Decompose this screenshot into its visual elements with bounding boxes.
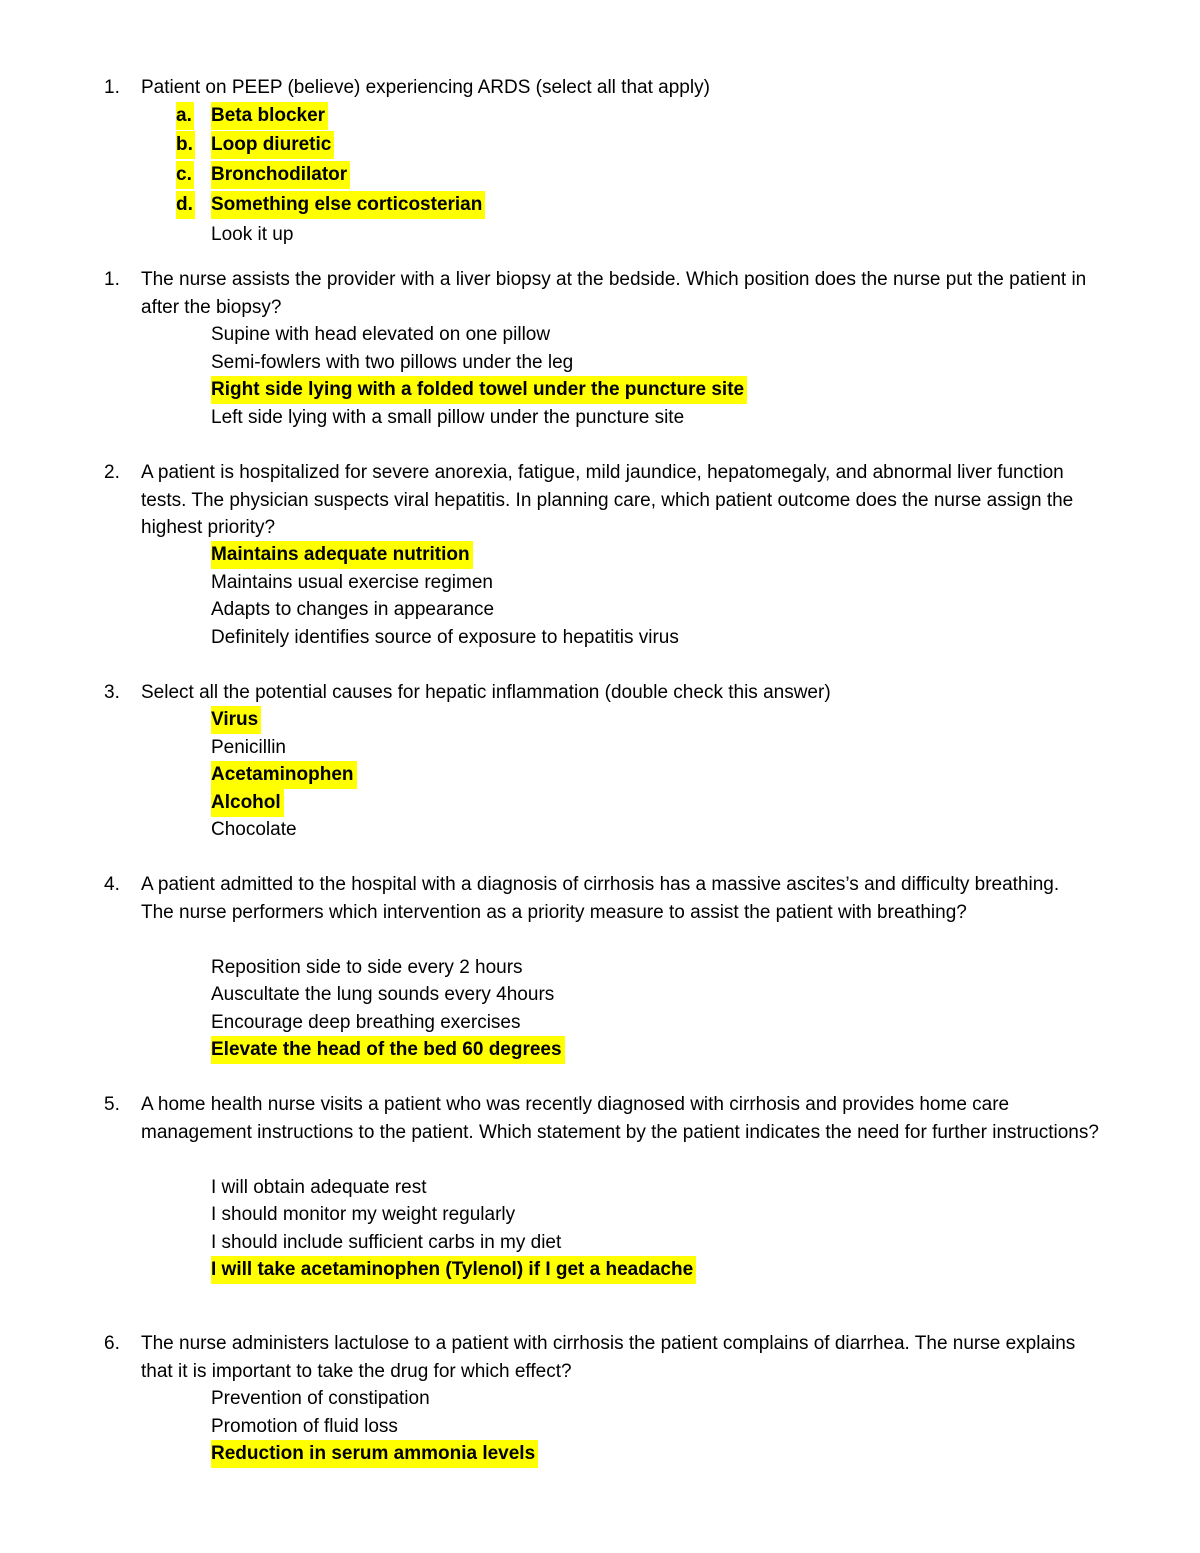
answer-option: Maintains usual exercise regimen — [211, 572, 493, 593]
answer-option: Beta blocker — [211, 102, 328, 130]
answer-option: Something else corticosterian — [211, 191, 485, 219]
question-text: The nurse administers lactulose to a patient with cirrhosis the patient complains of diarrhea. The nurse explains that it is important to take the drug for which effect? — [141, 1333, 1076, 1382]
answer-option: Definitely identifies source of exposure to hepatitis virus — [211, 627, 679, 648]
answer-option: I should monitor my weight regularly — [211, 1204, 516, 1225]
question-number: 1. — [104, 269, 120, 290]
answer-option: Loop diuretic — [211, 131, 334, 159]
question-text: A patient is hospitalized for severe anorexia, fatigue, mild jaundice, hepatomegaly, and abnormal liver function tests. The physician suspects viral hepatitis. In planning care, which patient outcome does the nurse assign the highest priority? — [141, 462, 1074, 538]
answer-option-correct: Maintains adequate nutrition — [211, 541, 473, 569]
answer-option: Semi-fowlers with two pillows under the leg — [211, 352, 574, 373]
answer-option-correct: Elevate the head of the bed 60 degrees — [211, 1036, 565, 1064]
note-text: Look it up — [211, 224, 294, 245]
answer-option-correct: Right side lying with a folded towel under the puncture site — [211, 376, 747, 404]
answer-option-correct: I will take acetaminophen (Tylenol) if I get a headache — [211, 1256, 696, 1284]
answer-option: Bronchodilator — [211, 161, 350, 189]
question-number: 5. — [104, 1094, 120, 1115]
answer-option-correct: Alcohol — [211, 789, 284, 817]
answer-option: Adapts to changes in appearance — [211, 599, 495, 620]
question-number: 2. — [104, 462, 120, 483]
answer-option-correct: Reduction in serum ammonia levels — [211, 1440, 538, 1468]
option-letter: a. — [176, 102, 194, 130]
answer-option: I will obtain adequate rest — [211, 1177, 427, 1198]
question-text: Patient on PEEP (believe) experiencing ARDS (select all that apply) — [141, 77, 710, 98]
answer-option: Chocolate — [211, 819, 297, 840]
question-number: 6. — [104, 1333, 120, 1354]
option-letter: c. — [176, 161, 194, 189]
answer-option: Left side lying with a small pillow under the puncture site — [211, 407, 685, 428]
answer-option: Supine with head elevated on one pillow — [211, 324, 551, 345]
option-letter: d. — [176, 191, 195, 219]
answer-option: Auscultate the lung sounds every 4hours — [211, 984, 555, 1005]
question-number: 1. — [104, 77, 120, 98]
question-number: 4. — [104, 874, 120, 895]
answer-option: Reposition side to side every 2 hours — [211, 957, 523, 978]
answer-option: I should include sufficient carbs in my diet — [211, 1232, 562, 1253]
question-text: Select all the potential causes for hepatic inflammation (double check this answer) — [141, 682, 831, 703]
answer-option: Penicillin — [211, 737, 286, 758]
question-text: A patient admitted to the hospital with a diagnosis of cirrhosis has a massive ascites’s and difficulty breathing. The nurse performers which intervention as a priority measure to assist the patient with breathing? — [141, 874, 1060, 923]
answer-option-correct: Acetaminophen — [211, 761, 357, 789]
answer-option: Prevention of constipation — [211, 1388, 430, 1409]
answer-option: Promotion of fluid loss — [211, 1416, 398, 1437]
answer-option-correct: Virus — [211, 706, 261, 734]
option-letter: b. — [176, 131, 195, 159]
question-text: A home health nurse visits a patient who was recently diagnosed with cirrhosis and provides home care management instructions to the patient. Which statement by the patient indicates the need for further instructions? — [141, 1094, 1099, 1143]
question-text: The nurse assists the provider with a liver biopsy at the bedside. Which position does the nurse put the patient in after the biopsy? — [141, 269, 1087, 318]
question-number: 3. — [104, 682, 120, 703]
answer-option: Encourage deep breathing exercises — [211, 1012, 521, 1033]
